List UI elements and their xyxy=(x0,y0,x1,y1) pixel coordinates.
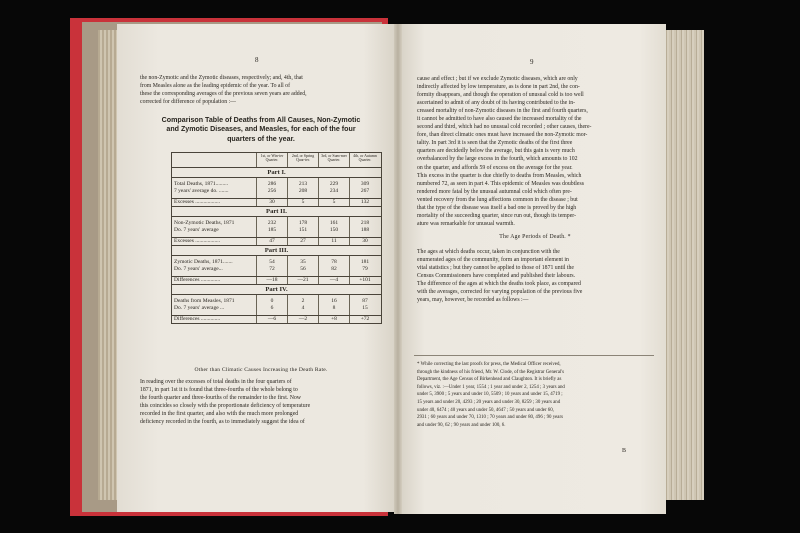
row-label: Do. 7 years' average xyxy=(174,227,219,233)
result-value: +101 xyxy=(349,277,380,284)
result-label: Excesses .................. xyxy=(174,238,220,244)
footnote-rule xyxy=(414,355,654,356)
body-line: recorded in the first quarter, and also with the much more prolonged xyxy=(140,411,299,418)
book-gutter xyxy=(394,24,402,514)
footnote xyxy=(417,361,655,429)
cell-value: 256 xyxy=(256,188,287,195)
quarter-header: 3rd, or Sum-mer Quarter. xyxy=(318,153,349,167)
body-line: indirectly affected by low temperature, as is done in part 2nd, the con- xyxy=(417,84,580,91)
body-line: overbalanced by the large excess in the fourth, which amounts to 102 xyxy=(417,156,578,163)
footnote-line: Department, the Age Census of Birkenhead and Claughton. It is briefly as xyxy=(417,377,562,383)
result-value: —6 xyxy=(256,316,287,323)
section-line: The ages at which deaths occur, taken in conjunction with the xyxy=(417,249,560,255)
left-body xyxy=(140,378,380,426)
age-periods-text xyxy=(417,248,655,304)
part-title: Part III. xyxy=(172,245,381,256)
cell-value: 181 xyxy=(349,259,380,266)
cell-value: 218 xyxy=(349,220,380,227)
cell-value: 82 xyxy=(318,266,349,273)
body-line: ature was remarkable for unusual warmth. xyxy=(417,220,515,227)
body-line: In reading over the excesses of total deaths in the four quarters of xyxy=(140,379,292,385)
row-label: Deaths from Measles, 1871 xyxy=(174,298,235,304)
body-line: this coincides so closely with the proportionate deficiency of temperature xyxy=(140,403,311,410)
row-spacer xyxy=(172,234,381,237)
table-header-row xyxy=(172,153,381,167)
cell-value: 54 xyxy=(256,259,287,266)
result-value: 11 xyxy=(318,238,349,245)
body-line: second and third, which had no unusual cold recorded ; other causes, there- xyxy=(417,124,592,131)
body-line: quarters are decidedly below the average, but this gain is very much xyxy=(417,148,575,155)
result-value: 5 xyxy=(318,199,349,206)
row-label: Non-Zymotic Deaths, 1871 xyxy=(174,220,235,226)
comparison-table xyxy=(171,152,382,324)
result-value: —4 xyxy=(318,277,349,284)
body-line: ascertained to admit of any doubt of its having contributed to the in- xyxy=(417,100,576,107)
result-row xyxy=(172,315,381,323)
cell-value: 6 xyxy=(256,305,287,312)
signature-mark: B xyxy=(622,448,627,454)
cell-value: 178 xyxy=(287,220,318,227)
section-line: The difference of the ages at which the deaths took place, as compared xyxy=(417,281,581,288)
body-line: vented recovery from the lung affections common in the disease ; but xyxy=(417,196,578,203)
table-heading xyxy=(138,116,384,144)
cell-value: 309 xyxy=(349,181,380,188)
intro-line: from Measles alone as the leading epidemic of the year. To all of xyxy=(140,83,290,90)
result-label: Excesses .................. xyxy=(174,199,220,205)
cell-value: 79 xyxy=(349,266,380,273)
cell-value: 15 xyxy=(349,305,380,312)
part-title: Part II. xyxy=(172,206,381,217)
body-line: This excess in the quarter is due chiefly to deaths from Measles, which xyxy=(417,172,582,179)
page-number-left: 8 xyxy=(255,56,259,64)
heading-line: Comparison Table of Deaths from All Causes, Non-Zymotic xyxy=(161,116,361,124)
section-line: Census Commissioners have completed and published their labours. xyxy=(417,273,576,280)
result-value: +72 xyxy=(349,316,380,323)
left-intro xyxy=(140,74,380,106)
cell-value: 2 xyxy=(287,298,318,305)
table-row xyxy=(172,220,381,227)
intro-line: the non-Zymotic and the Zymotic diseases, respectively; and, 4th, that xyxy=(140,75,303,81)
result-value: 132 xyxy=(349,199,380,206)
footnote-line: * While correcting the last proofs for press, the Medical Officer received, xyxy=(417,362,561,367)
footnote-line: under 5, 3900 ; 5 years and under 10, 5509 ; 10 years and under 15, 4719 ; xyxy=(417,392,563,398)
cell-value: 286 xyxy=(256,181,287,188)
section-line: enumerated ages of the community, form an important element in xyxy=(417,257,569,264)
table-row xyxy=(172,227,381,234)
footnote-line: through the kindness of his friend, Mr. W. Clode, of the Registrar General's xyxy=(417,369,565,375)
quarter-header: 1st, or Win-ter Quarter. xyxy=(256,153,287,167)
part-title: Part I. xyxy=(172,167,381,178)
part-title: Part IV. xyxy=(172,284,381,295)
cell-value: 56 xyxy=(287,266,318,273)
cell-value: 161 xyxy=(318,220,349,227)
heading-line: quarters of the year. xyxy=(227,134,295,143)
row-spacer xyxy=(172,195,381,198)
body-line: the fourth quarter and three-fourths of the remainder to the first. Now xyxy=(140,395,301,402)
cell-value: 72 xyxy=(256,266,287,273)
row-label: Zymotic Deaths, 1871....... xyxy=(174,259,233,265)
result-value: 5 xyxy=(287,199,318,206)
cell-value: 267 xyxy=(349,188,380,195)
age-periods-heading: The Age Periods of Death. * xyxy=(499,234,571,240)
body-line: on the quarter, and affords 59 of excess on the average for the year. xyxy=(417,164,573,171)
cell-value: 150 xyxy=(318,227,349,234)
body-line: tality. In part 3rd it is seen that the Zymotic deaths of the first three xyxy=(417,140,573,147)
result-row xyxy=(172,198,381,206)
result-value: 30 xyxy=(349,238,380,245)
cell-value: 232 xyxy=(256,220,287,227)
result-value: +8 xyxy=(318,316,349,323)
right-body xyxy=(417,75,655,228)
cell-value: 213 xyxy=(287,181,318,188)
body-line: fore, than direct climatic ones must have increased the non-Zymotic mor- xyxy=(417,132,588,139)
quarter-header: 2nd, or Spring Quar-ter. xyxy=(287,153,318,167)
table-row xyxy=(172,305,381,312)
intro-line: these the corresponding averages of the previous seven years are added, xyxy=(140,91,307,98)
footnote-line: 15 years and under 20, 4293 ; 20 years and under 30, 8259 ; 30 years and xyxy=(417,399,561,405)
row-spacer xyxy=(172,273,381,276)
section-line: vital statistics ; but they cannot be applied to those of 1871 until the xyxy=(417,265,574,272)
body-line: numbered 72, as seen in part 4. This epidemic of Measles was doubtless xyxy=(417,180,585,187)
footnote-line: follows, viz. :—Under 1 year, 1554 ; 1 year and under 2, 1254 ; 3 years and xyxy=(417,384,565,390)
result-label: Differences .............. xyxy=(174,277,221,283)
cell-value: 8 xyxy=(318,305,349,312)
body-line: that the type of the disease was itself a bad one is proved by the high xyxy=(417,204,577,211)
body-line: mortality of the succeeding quarter, since run out, though its temper- xyxy=(417,212,577,219)
result-value: —18 xyxy=(256,277,287,284)
result-row xyxy=(172,237,381,245)
footnote-line: and under 90, 62 ; 90 years and under 100, 6. xyxy=(417,422,506,428)
cell-value: 35 xyxy=(287,259,318,266)
table-row xyxy=(172,266,381,273)
intro-line: corrected for difference of population :— xyxy=(140,99,236,106)
cell-value: 78 xyxy=(318,259,349,266)
body-line: it cannot be admitted to have also caused the increased mortality of the xyxy=(417,116,582,123)
row-label: Do. 7 years' average ... xyxy=(174,305,225,311)
result-value: 47 xyxy=(256,238,287,245)
body-line: formity disappears, and though the operation of unusual cold is too well xyxy=(417,92,584,99)
quarter-header: 4th, or Autumn Quarter. xyxy=(349,153,380,167)
cell-value: 185 xyxy=(256,227,287,234)
row-label: Do. 7 years' average... xyxy=(174,266,223,272)
body-line: cause and effect ; but if we exclude Zymotic diseases, which are only xyxy=(417,76,578,82)
cell-value: 234 xyxy=(318,188,349,195)
result-value: —21 xyxy=(287,277,318,284)
table-row xyxy=(172,188,381,195)
section-line: years, may, however, be recorded as follows :— xyxy=(417,297,529,304)
cell-value: 0 xyxy=(256,298,287,305)
climatic-subheading: Other than Climatic Causes Increasing the Death Rate. xyxy=(194,367,328,373)
cell-value: 208 xyxy=(287,188,318,195)
cell-value: 16 xyxy=(318,298,349,305)
table-row xyxy=(172,259,381,266)
cell-value: 87 xyxy=(349,298,380,305)
table-row xyxy=(172,181,381,188)
result-value: 27 xyxy=(287,238,318,245)
footnote-line: under 40, 6474 ; 40 years and under 50, 4647 ; 50 years and under 60, xyxy=(417,407,554,413)
result-row xyxy=(172,276,381,284)
page-number-right: 9 xyxy=(530,58,534,66)
heading-line: and Zymotic Diseases, and Measles, for each of the four xyxy=(166,125,356,134)
row-label: Total Deaths, 1871......... xyxy=(174,181,228,187)
cell-value: 151 xyxy=(287,227,318,234)
result-label: Differences .............. xyxy=(174,316,221,322)
section-line: with the averages, corrected for varying population of the previous five xyxy=(417,289,583,296)
body-line: rendered more fatal by the unusual autumnal cold which often pre- xyxy=(417,188,572,195)
body-line: creased mortality of non-Zymotic diseases in the first and fourth quarters, xyxy=(417,108,588,115)
result-value: —2 xyxy=(287,316,318,323)
body-line: 1871, in part 1st it is found that three-fourths of the whole belong to xyxy=(140,387,298,394)
result-value: 30 xyxy=(256,199,287,206)
row-label: 7 years' average do. ....... xyxy=(174,188,229,194)
right-page-edges xyxy=(664,30,704,500)
cell-value: 188 xyxy=(349,227,380,234)
footnote-line: 2931 ; 60 years and under 70, 1310 ; 70 years and under 80, 496 ; 90 years xyxy=(417,415,564,421)
body-line: deficiency recorded in the fourth, as to immediately suggest the idea of xyxy=(140,419,305,426)
cell-value: 229 xyxy=(318,181,349,188)
table-row xyxy=(172,298,381,305)
cell-value: 4 xyxy=(287,305,318,312)
row-spacer xyxy=(172,312,381,315)
